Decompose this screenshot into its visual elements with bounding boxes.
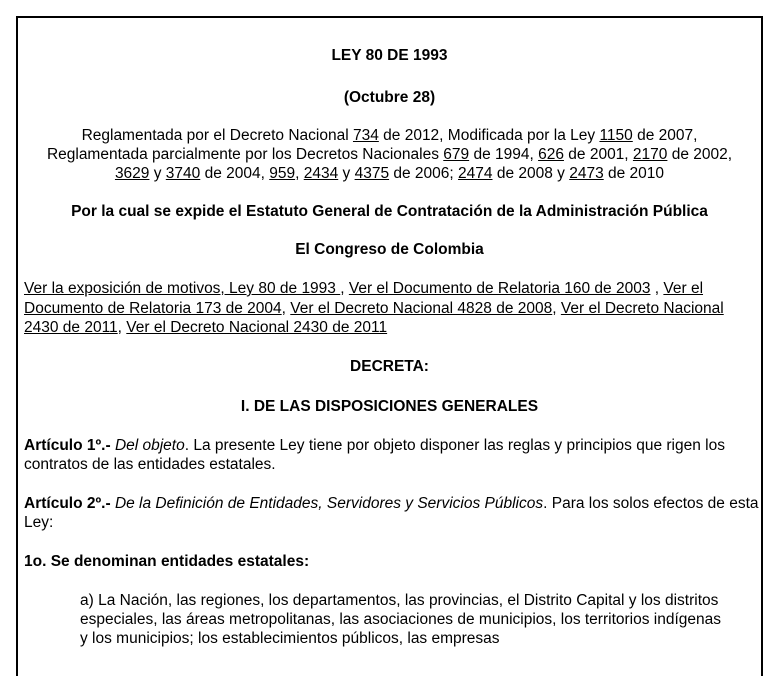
decree-link-3740[interactable]: 3740 [165, 165, 201, 182]
decree-link-679[interactable]: 679 [443, 146, 470, 163]
item-a: a) La Nación, las regiones, los departamentos, las provincias, el Distrito Capital y los distritos especiales, las áreas metropolitanas, las asociaciones de municipios, los territorios indígenas y los municipios; los establecimientos públicos, las empresas [80, 591, 721, 647]
decree-link-2473[interactable]: 2473 [569, 165, 604, 182]
article-2-label: Artículo 2º.- [24, 494, 111, 512]
article-1-label: Artículo 1º.- [24, 436, 111, 454]
link-relatoria-160[interactable]: Ver el Documento de Relatoria 160 de 2003 [348, 280, 651, 297]
law-link-1150[interactable]: 1150 [599, 127, 633, 144]
law-title: LEY 80 DE 1993 [331, 47, 448, 64]
article-1-text: . La presente Ley tiene por objeto disponer las reglas y principios que rigen los contratos de las entidades estatales. [24, 436, 725, 473]
article-2 [18, 494, 761, 532]
decreta-heading: DECRETA: [350, 357, 429, 375]
decree-link-959[interactable]: 959 [269, 165, 296, 182]
decree-link-626[interactable]: 626 [538, 146, 564, 163]
link-relatoria-173[interactable]: Ver el Documento de Relatoria 173 de 2004 [24, 280, 704, 317]
article-2-text: . Para los solos efectos de esta Ley: [24, 494, 759, 531]
link-decreto-4828[interactable]: Ver el Decreto Nacional 4828 de 2008 [290, 299, 553, 317]
document-page [18, 18, 761, 648]
decree-link-2170[interactable]: 2170 [632, 146, 668, 163]
article-2-heading: De la Definición de Entidades, Servidores y Servicios Públicos [114, 494, 544, 512]
issuer: El Congreso de Colombia [295, 241, 484, 258]
law-subject: Por la cual se expide el Estatuto General de Contratación de la Administración Pública [71, 203, 708, 220]
decree-link-3629[interactable]: 3629 [114, 165, 150, 182]
article-1-heading: Del objeto [114, 436, 185, 454]
decree-link-4375[interactable]: 4375 [354, 165, 390, 182]
law-date: (Octubre 28) [343, 89, 436, 106]
decree-link-2474[interactable]: 2474 [458, 165, 493, 182]
link-exposicion-motivos[interactable]: Ver la exposición de motivos, Ley 80 de 1993 [24, 280, 341, 297]
link-decreto-2430-b[interactable]: Ver el Decreto Nacional 2430 de 2011 [126, 319, 388, 336]
related-links: Ver la exposición de motivos, Ley 80 de 1993 , Ver el Documento de Relatoria 160 de 2003 , Ver el Documento de Relatoria 173 de 2004, Ver el Decreto Nacional 4828 de 2008, Ver el Decreto Nacional 2430 de 2011, Ver el Decreto Nacional 2430 de 2011 [24, 280, 724, 336]
article-1 [18, 436, 761, 474]
section-heading: I. DE LAS DISPOSICIONES GENERALES [240, 397, 539, 415]
decree-link-734[interactable]: 734 [352, 127, 379, 144]
numeral-1-heading: 1o. Se denominan entidades estatales: [24, 552, 310, 570]
decree-link-2434[interactable]: 2434 [303, 165, 339, 182]
regulation-note: Reglamentada por el Decreto Nacional 734 de 2012, Modificada por la Ley 1150 de 2007, Reglamentada parcialmente por los Decretos Nacionales 679 de 1994, 626 de 2001, 2170 de 2002, 3629 y 3740 de 2004, 959, 2434 y 4375 de 2006; 2474 de 2008 y 2473 de 2010 [46, 127, 733, 182]
link-decreto-2430-a[interactable]: Ver el Decreto Nacional 2430 de 2011 [24, 299, 724, 336]
